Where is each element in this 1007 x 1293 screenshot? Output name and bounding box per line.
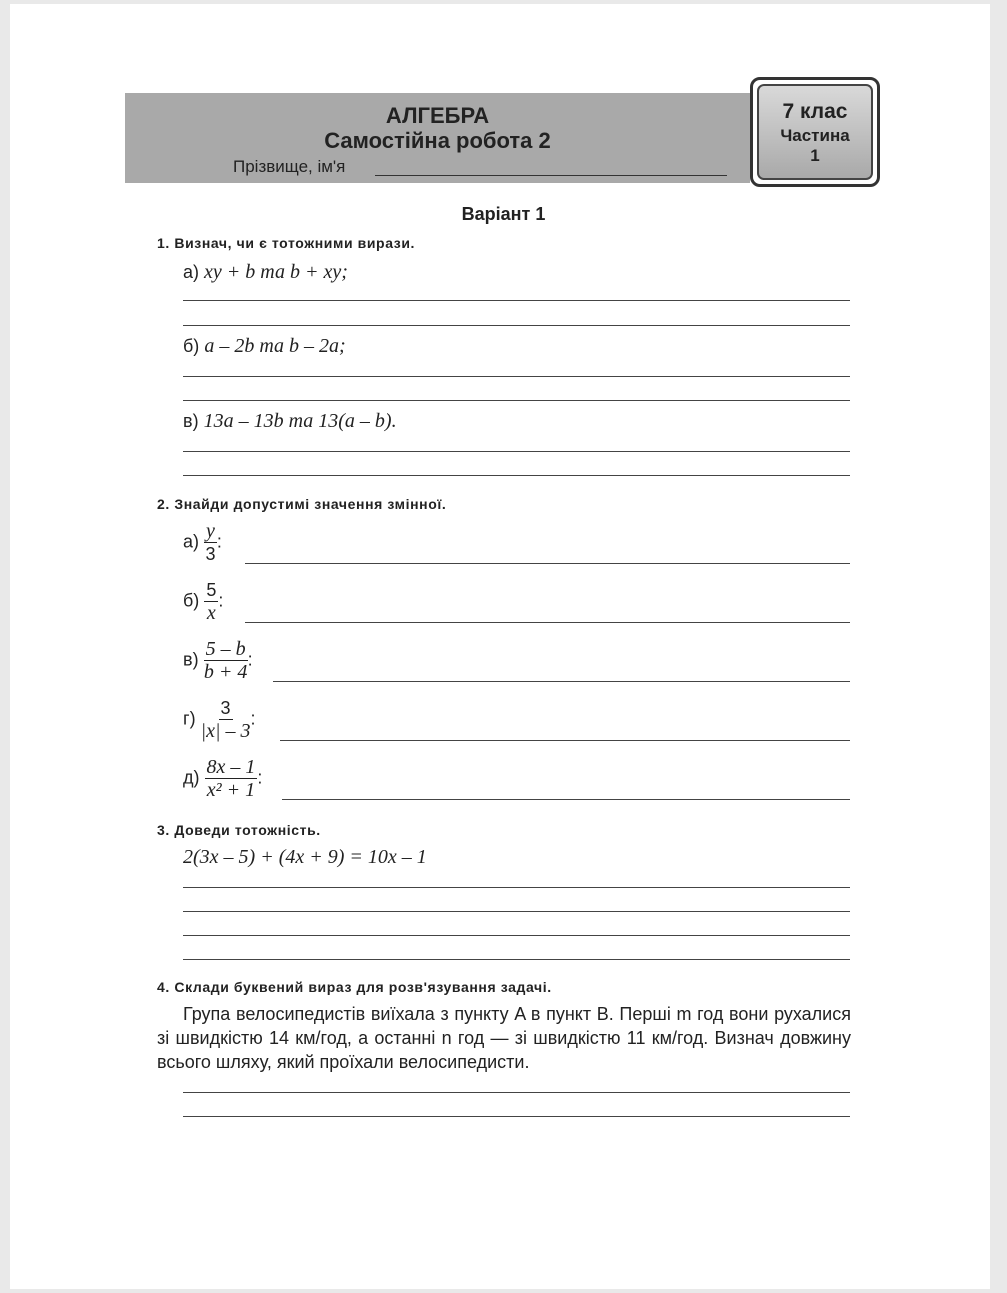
task3-expression: 2(3x – 5) + (4x + 9) = 10x – 1 bbox=[183, 846, 427, 868]
answer-line[interactable] bbox=[183, 935, 850, 936]
task1-item-a: а) xy + b та b + xy; bbox=[183, 261, 348, 283]
task2-item-e: д) $\frac{8x - 1}{\text{x² + 1}}$ : bbox=[183, 756, 263, 801]
task2-item-a: а) $\frac{y}{3}$ : bbox=[183, 520, 222, 564]
task2-item-b: б) $\frac{5}{x}$ : bbox=[183, 580, 224, 624]
name-field[interactable] bbox=[375, 175, 727, 176]
task4-text: Група велосипедистів виїхала з пункту A в пункт B. Перші m год вони рухалися зі швидкістю 14 км/год, а останні n год — зі швидкістю 11 км/год. Визнач довжину всього шляху, який проїхали велосипедисти. bbox=[157, 1004, 851, 1072]
answer-line[interactable] bbox=[183, 911, 850, 912]
task1-title: 1. Визнач, чи є тотожними вирази. bbox=[157, 235, 416, 251]
answer-line[interactable] bbox=[183, 451, 850, 452]
worksheet-page bbox=[10, 4, 990, 1289]
task1-item-c: в) 13a – 13b та 13(a – b). bbox=[183, 410, 397, 432]
answer-line[interactable] bbox=[183, 959, 850, 960]
answer-line[interactable] bbox=[183, 475, 850, 476]
answer-line[interactable] bbox=[183, 400, 850, 401]
answer-line[interactable] bbox=[282, 799, 850, 800]
answer-line[interactable] bbox=[273, 681, 850, 682]
answer-line[interactable] bbox=[280, 740, 850, 741]
work-title: Самостійна робота 2 bbox=[324, 128, 551, 153]
task4-title: 4. Склади буквений вираз для розв'язування задачі. bbox=[157, 979, 552, 995]
variant-heading: Варіант 1 bbox=[461, 204, 546, 224]
answer-line[interactable] bbox=[183, 325, 850, 326]
grade-label: 7 клас bbox=[782, 100, 848, 123]
grade-badge bbox=[750, 77, 880, 187]
name-label: Прізвище, ім'я bbox=[233, 157, 346, 176]
answer-line[interactable] bbox=[245, 563, 850, 564]
task2-title: 2. Знайди допустимі значення змінної. bbox=[157, 496, 447, 512]
part-number: 1 bbox=[810, 146, 820, 165]
answer-line[interactable] bbox=[183, 376, 850, 377]
task2-item-d: г) $\frac{3}{|x| - 3}$ : bbox=[183, 698, 256, 742]
part-label: Частина bbox=[780, 126, 850, 145]
task2-item-c: в) $\frac{5 - b}{b + 4}$ : bbox=[183, 638, 253, 683]
answer-line[interactable] bbox=[183, 1092, 850, 1093]
task3-title: 3. Доведи тотожність. bbox=[157, 822, 321, 838]
task1-item-b: б) a – 2b та b – 2a; bbox=[183, 335, 346, 357]
subject-title: АЛГЕБРА bbox=[385, 103, 490, 128]
answer-line[interactable] bbox=[245, 622, 850, 623]
answer-line[interactable] bbox=[183, 300, 850, 301]
answer-line[interactable] bbox=[183, 887, 850, 888]
answer-line[interactable] bbox=[183, 1116, 850, 1117]
